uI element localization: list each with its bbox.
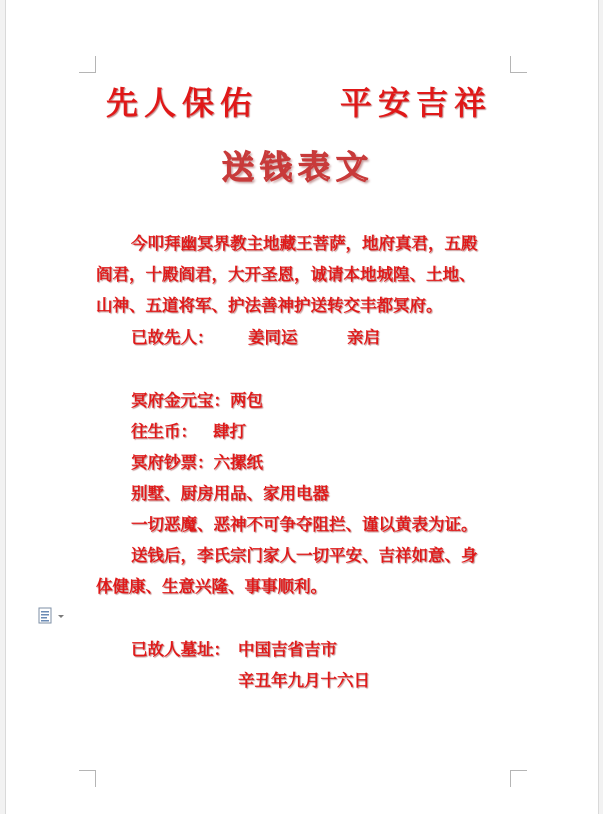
- item-afterlife-currency-value: 肆打: [213, 422, 246, 441]
- blessing-line-2: 体健康、生意兴隆、事事顺利。: [96, 577, 327, 596]
- open-text: 亲启: [347, 328, 380, 347]
- blessing-line-1: 送钱后，李氏宗门家人一切平安、吉祥如意、身: [131, 546, 478, 565]
- subtitle: 送钱表文: [222, 148, 375, 186]
- crop-mark-bottom-right: [510, 770, 527, 787]
- grave-address: 中国吉省吉市: [238, 640, 337, 659]
- crop-mark-bottom-left: [79, 770, 96, 787]
- title-right: 平安吉祥: [340, 84, 493, 122]
- warning-line: 一切恶魔、恶神不可争夺阻拦、谨以黄表为证。: [131, 515, 478, 534]
- date-line: 辛丑年九月十六日: [238, 671, 370, 690]
- deceased-label: 已故先人：: [131, 328, 214, 347]
- grave-label: 已故人墓址：: [131, 640, 230, 659]
- crop-mark-top-right: [510, 56, 527, 73]
- item-gold-ingots: 冥府金元宝：两包: [131, 391, 263, 410]
- crop-mark-top-left: [79, 56, 96, 73]
- title-left: 先人保佑: [106, 84, 259, 122]
- paste-options-icon[interactable]: [38, 606, 64, 626]
- intro-line-1: 今叩拜幽冥界教主地藏王菩萨，地府真君，五殿: [131, 234, 478, 253]
- item-afterlife-currency: 往生币：: [131, 422, 197, 441]
- page-edge-left: [0, 0, 6, 814]
- deceased-name: 姜同运: [248, 328, 298, 347]
- page-edge-right: [598, 0, 603, 814]
- item-household: 别墅、厨房用品、家用电器: [131, 484, 329, 503]
- item-banknotes: 冥府钞票：六摞纸: [131, 453, 263, 472]
- intro-line-2: 阎君，十殿阎君，大开圣恩，诚请本地城隍、土地、: [96, 265, 476, 284]
- intro-line-3: 山神、五道将军、护法善神护送转交丰都冥府。: [96, 296, 443, 315]
